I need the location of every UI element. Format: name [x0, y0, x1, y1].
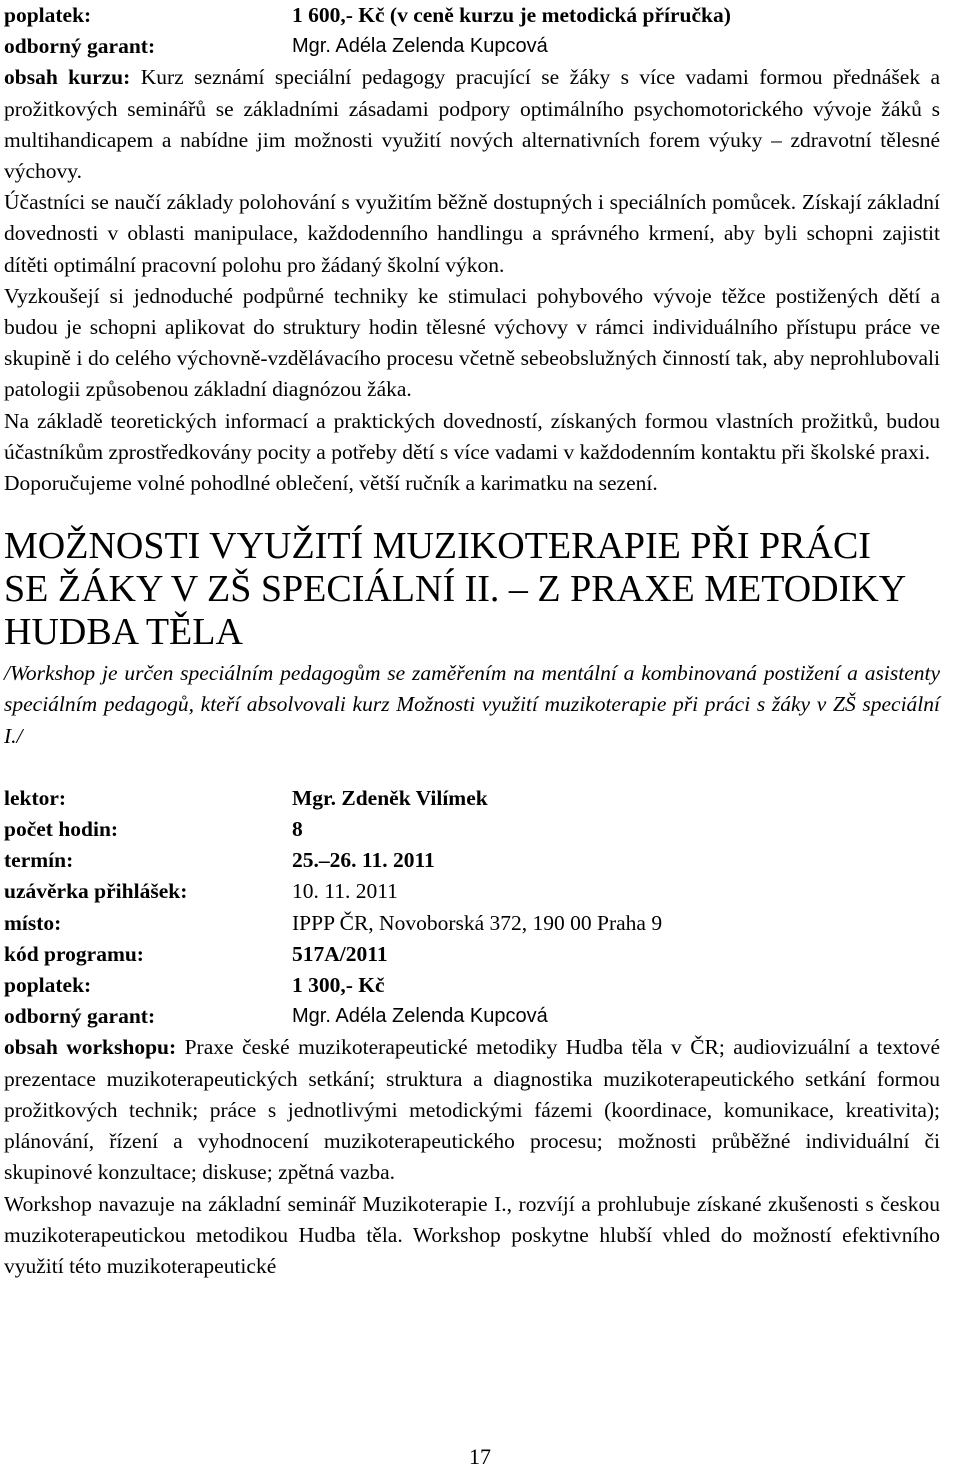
detail-row-lecturer — [4, 783, 940, 814]
workshop-content-label: obsah workshopu: — [4, 1035, 177, 1060]
workshop-content-text: Praxe české muzikoterapeutické metodiky Hudba těla v ČR; audiovizuální a textové prezentace muzikoterapeutických setkání; struktura a diagnostika muzikoterapeutického setkání formou prožitkových technik; práce s jednotlivými metodickými fázemi (koordinace, komunikace, kreativita); plánování, řízení a vyhodnocení muzikoterapeutického procesu; možnosti průběžné individuální či skupinové konzultace; diskuse; zpětná vazba. — [4, 1035, 941, 1185]
detail-label: odborný garant: — [4, 1004, 156, 1029]
workshop-title-line2: SE ŽÁKY V ZŠ SPECIÁLNÍ II. – Z PRAXE METODIKY — [4, 568, 907, 611]
guarantor-row — [4, 31, 940, 62]
detail-value: Mgr. Zdeněk Vilímek — [292, 785, 488, 810]
detail-label: počet hodin: — [4, 817, 119, 842]
detail-row-code — [4, 939, 940, 970]
detail-label: termín: — [4, 848, 74, 873]
guarantor-label: odborný garant: — [4, 34, 156, 59]
page-number: 17 — [469, 1444, 491, 1469]
fee-value: 1 600,- Kč (v ceně kurzu je metodická příručka) — [292, 3, 731, 27]
course-recommendation-paragraph: Doporučujeme volné pohodlné oblečení, větší ručník a karimatku na sezení. — [4, 471, 658, 496]
course-skills-text-a: Účastníci se naučí základy polohování s využitím běžně dostupných i speciálních pomůcek. — [4, 190, 797, 215]
detail-row-fee — [4, 970, 940, 1001]
detail-value: 25.–26. 11. 2011 — [292, 848, 435, 873]
workshop-title-line3: HUDBA TĚLA — [4, 611, 243, 654]
detail-row-place — [4, 908, 940, 939]
workshop-title — [4, 525, 940, 654]
fee-row — [4, 0, 940, 31]
workshop-title-line1: MOŽNOSTI VYUŽITÍ MUZIKOTERAPIE PŘI PRÁCI — [4, 525, 871, 568]
workshop-details — [4, 783, 940, 1033]
detail-label: kód programu: — [4, 941, 144, 966]
detail-row-hours — [4, 814, 940, 845]
guarantor-value: Mgr. Adéla Zelenda Kupcová — [292, 35, 548, 58]
detail-value: IPPP ČR, Novoborská 372, 190 00 Praha 9 — [292, 910, 663, 935]
fee-label: poplatek: — [4, 3, 92, 27]
detail-value: 10. 11. 2011 — [292, 879, 398, 904]
course-experience-paragraph: Na základě teoretických informací a praktických dovedností, získaných formou vlastních prožitků, budou účastníkům zprostředkovány pocity a potřeby dětí s více vadami v každodenním kontaktu při školské praxi. — [4, 408, 940, 464]
course-content-paragraph — [4, 62, 940, 187]
detail-row-guarantor — [4, 1001, 940, 1032]
detail-value: 1 300,- Kč — [292, 973, 385, 998]
course-techniques-paragraph: Vyzkoušejí si jednoduché podpůrné techniky ke stimulaci pohybového vývoje těžce postižených dětí a budou je schopni aplikovat do struktury hodin tělesné výchovy v rámci individuálního přístupu práce ve skupině i do celého výchovně-vzdělávacího procesu včetně sebeobslužných činností tak, aby neprohlubovali patologii způsobenou základní diagnózou žáka. — [4, 283, 940, 402]
detail-row-date — [4, 845, 940, 876]
document-page — [4, 0, 940, 1282]
workshop-intro: /Workshop je určen speciálním pedagogům se zaměřením na mentální a kombinovaná postižení a asistenty speciálním pedagogů, kteří absolvovali kurz Možnosti využití muzikoterapie při práci s žáky v ZŠ speciální I./ — [4, 661, 940, 748]
detail-value: 517A/2011 — [292, 941, 388, 966]
detail-label: lektor: — [4, 785, 67, 810]
detail-value: 8 — [292, 817, 303, 842]
detail-label: uzávěrka přihlášek: — [4, 879, 188, 904]
course-skills-paragraph — [4, 187, 940, 281]
workshop-content-paragraph — [4, 1032, 940, 1188]
course-content-label: obsah kurzu: — [4, 65, 131, 90]
detail-label: poplatek: — [4, 973, 92, 998]
detail-value: Mgr. Adéla Zelenda Kupcová — [292, 1005, 548, 1028]
course-skills-text-b: Získají základní dovednosti v oblasti manipulace, každodenního handlingu a správného krmení, aby byli schopni zajistit dítěti optimální pracovní polohu pro žádaný školní výkon. — [4, 190, 941, 277]
course-content-text: Kurz seznámí speciální pedagogy pracující se žáky s více vadami formou přednášek a prožitkových seminářů se základními zásadami podpory optimálního psychomotorického vývoje žáků s multihandicapem a nabídne jim možnosti využití nových alternativních forem výuky – zdravotní tělesné výchovy. — [4, 65, 941, 184]
workshop-followup-paragraph: Workshop navazuje na základní seminář Muzikoterapie I., rozvíjí a prohlubuje získané zkušenosti s českou muzikoterapeutickou metodikou Hudba těla. Workshop poskytne hlubší vhled do možností efektivního využití této muzikoterapeutické — [4, 1191, 940, 1278]
detail-label: místo: — [4, 910, 62, 935]
detail-row-deadline — [4, 876, 940, 907]
